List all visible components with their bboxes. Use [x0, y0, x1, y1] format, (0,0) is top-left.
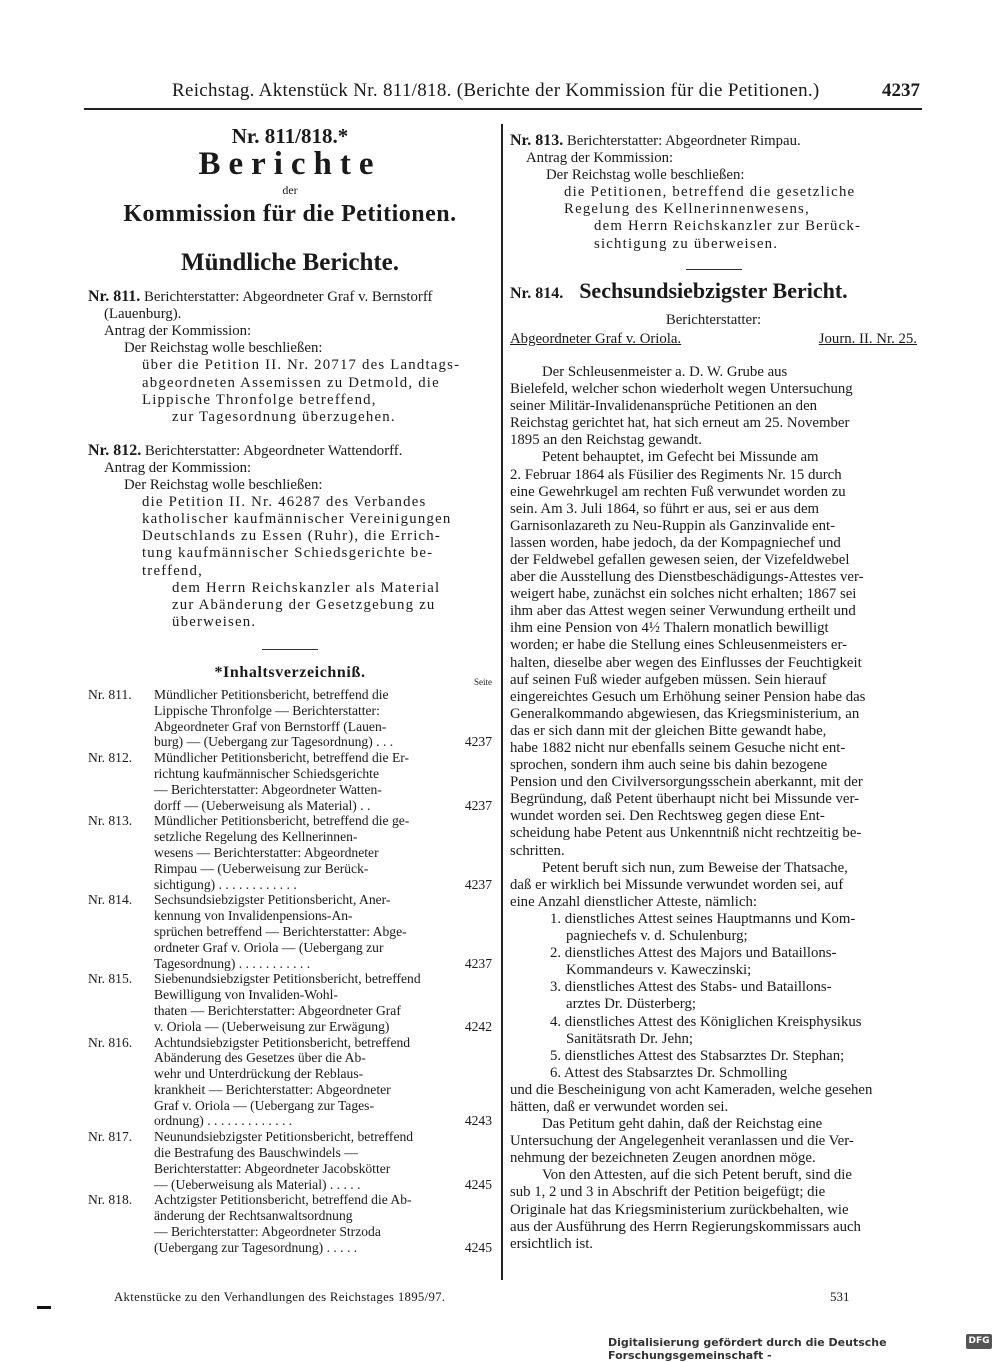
toc-entry-line: Tagesordnung) . . . . . . . . . . . — [154, 955, 311, 971]
toc-entry-text — [154, 750, 452, 813]
attest-list-item: 1. dienstliches Attest seines Hauptmanns und Kom- — [550, 910, 856, 927]
toc-entry-page: 4237 — [464, 876, 492, 892]
toc-entry-line: v. Oriola — (Ueberweisung zur Erwägung) — [154, 1018, 390, 1034]
entry-number: Nr. 813. — [510, 132, 564, 149]
body-line: Originale hat das Kriegsministerium zurückbehalten, wie — [510, 1201, 849, 1218]
entry-line: über die Petition II. Nr. 20717 des Landtags- — [142, 357, 461, 374]
attest-list-item: Kommandeurs v. Kaweczinski; — [566, 962, 752, 979]
toc-entry-text — [154, 687, 452, 750]
toc-entry-line: — Berichterstatter: Abgeordneter Strzoda — [154, 1224, 381, 1240]
toc-entry-line: wesens — Berichterstatter: Abgeordneter — [154, 844, 379, 860]
toc-entry-line: Abänderung des Gesetzes über die Ab- — [154, 1050, 366, 1066]
body-line: daß er wirklich bei Missunde verwundet worden sei, auf — [510, 876, 844, 893]
body-line: eine Gewehrkugel am rechten Fuß verwundet worden zu — [510, 483, 846, 500]
toc-entry-page: 4245 — [464, 1239, 492, 1255]
entry-line: katholischer kaufmännischer Vereinigungen — [142, 511, 452, 528]
section-divider — [686, 269, 742, 270]
toc-entry-line: die Bestrafung des Bauschwindels — — [154, 1145, 358, 1161]
toc-entry — [88, 1035, 492, 1130]
toc-entry — [88, 892, 492, 971]
reporter-label: Berichterstatter: — [665, 311, 762, 328]
toc-entry-line: Siebenundsiebzigster Petitionsbericht, betreffend — [154, 971, 421, 987]
toc-entry-line: Graf v. Oriola — (Uebergang zur Tages- — [154, 1097, 374, 1113]
toc-entry-page: 4237 — [464, 955, 492, 971]
reporter-line — [510, 331, 917, 348]
toc-entry-number: Nr. 811. — [88, 686, 132, 702]
body-line: Generalkommando abgewiesen, das Kriegsministerium, an — [510, 705, 860, 722]
body-line: wundet worden sei. Den Rechtsweg gegen diese Ent- — [510, 808, 825, 825]
body-line: Von den Attesten, auf die sich Petent beruft, sind die — [542, 1167, 852, 1184]
body-line: sprochen, sondern ihm auch seine bis dahin bezogene — [510, 757, 828, 774]
body-line: eine Anzahl dienstlicher Atteste, nämlich: — [510, 893, 757, 910]
toc-entry-number: Nr. 815. — [88, 971, 133, 987]
entry-beschluss: Der Reichstag wolle beschließen: — [546, 167, 745, 184]
section-title: Mündliche Berichte. — [180, 249, 400, 277]
body-line: der Feldwebel gefallen gewesen seien, der Vizefeldwebel — [510, 551, 850, 568]
margin-mark — [37, 1306, 51, 1309]
attest-list-item: pagniechefs v. d. Schulenburg; — [566, 928, 748, 945]
entry-antrag: Antrag der Kommission: — [104, 323, 252, 340]
toc-entry-number: Nr. 812. — [88, 750, 133, 766]
entry-line: Lippische Thronfolge betreffend, — [142, 391, 377, 408]
toc-entry-line: — (Ueberweisung als Material) . . . . . — [154, 1176, 361, 1192]
toc-entry-page: 4243 — [464, 1113, 492, 1129]
body-line: auf seinen Fuß wieder aufgeben müssen. Sein hierauf — [510, 671, 827, 688]
entry-line: abgeordneten Assemissen zu Detmold, die — [142, 374, 440, 391]
toc-entry-page: 4237 — [464, 797, 492, 813]
body-line: hätten, daß er verwundet worden sei. — [510, 1098, 729, 1115]
entry-reporter: Berichterstatter: Abgeordneter Wattendorff. — [144, 442, 403, 459]
toc-entry-text — [154, 813, 452, 892]
body-line: Pension und den Civilversorgungsschein aberkannt, mit der — [510, 774, 863, 791]
toc-entry — [88, 1129, 492, 1192]
toc-entry-line: krankheit — Berichterstatter: Abgeordneter — [154, 1081, 391, 1097]
entry-reporter: Berichterstatter: Abgeordneter Rimpau. — [566, 133, 801, 149]
toc-entry-line: setzliche Regelung des Kellnerinnen- — [154, 829, 358, 845]
entry-line: zur Abänderung der Gesetzgebung zu — [172, 596, 436, 613]
toc-entry-line: Berichterstatter: Abgeordneter Jacobskötter — [154, 1160, 391, 1176]
entry-line: zur Tagesordnung überzugehen. — [172, 408, 396, 425]
journal-number: Journ. II. Nr. 25. — [818, 330, 917, 347]
toc-entry-number: Nr. 814. — [88, 892, 133, 908]
toc-entry-page: 4237 — [464, 734, 492, 750]
reporter-name: Abgeordneter Graf v. Oriola. — [510, 330, 682, 347]
body-line: ihm eine Pension von 4½ Thalern monatlich bewilligt — [510, 620, 829, 637]
document-number: Nr. 811/818.* — [231, 124, 349, 148]
dfg-logo: DFG — [966, 1334, 992, 1349]
entry-line: die Petition II. Nr. 46287 des Verbandes — [142, 494, 427, 511]
toc-entry-line: Sechsundsiebzigster Petitionsbericht, Aner- — [154, 892, 391, 908]
attest-list-item: 5. dienstliches Attest des Stabsarztes Dr. Stephan; — [550, 1047, 845, 1064]
body-line: eingereichtes Gesuch um Erhöhung seiner Pension habe das — [510, 688, 866, 705]
toc-entry-text — [154, 971, 452, 1034]
attest-list-item: arztes Dr. Düsterberg; — [566, 996, 696, 1013]
body-line: 1895 an den Reichstag gewandt. — [510, 432, 702, 449]
toc-entry-text — [154, 892, 452, 971]
toc-entry-line: sprüchen betreffend — Berichterstatter: Abge- — [154, 923, 407, 939]
toc-entry-line: thaten — Berichterstatter: Abgeordneter Graf — [154, 1002, 401, 1018]
body-line: lassen worden, habe jedoch, da der Kompagniechef und — [510, 534, 841, 551]
entry-line: dem Herrn Reichskanzler zur Berück- — [594, 218, 862, 235]
entry-line: Regelung des Kellnerinnenwesens, — [564, 201, 810, 218]
toc-entry-line: Rimpau — (Ueberweisung zur Berück- — [154, 860, 369, 876]
left-column — [88, 122, 492, 1256]
body-line: halten, dieselbe aber wegen des Einflusses der Feuchtigkeit — [510, 654, 862, 671]
entry-line: Deutschlands zu Essen (Ruhr), die Errich- — [142, 528, 442, 545]
body-line: Petent behauptet, im Gefecht bei Missunde am — [542, 449, 819, 466]
entry-line: überweisen. — [172, 613, 257, 630]
body-line: ersichtlich ist. — [510, 1235, 594, 1252]
toc-entry-line: änderung der Rechtsanwaltsordnung — [154, 1208, 353, 1224]
entry-line: tung kaufmännischer Schiedsgerichte be- — [142, 545, 434, 562]
body-line: Begründung, daß Petent überhaupt nicht bei Missunde ver- — [510, 791, 859, 808]
toc-entry-number: Nr. 816. — [88, 1034, 133, 1050]
attest-list-item: 6. Attest des Stabsarztes Dr. Schmolling — [550, 1064, 788, 1081]
entry-number: Nr. 812. — [88, 441, 142, 459]
header-rule — [84, 108, 922, 110]
running-header — [160, 80, 920, 106]
attest-list-item: 3. dienstliches Attest des Stabs- und Bataillons- — [550, 979, 832, 996]
toc-entry — [88, 813, 492, 892]
body-line: Reichstag gerichtet hat, hat sich erneut am 25. November — [510, 415, 850, 432]
body-line: sub 1, 2 und 3 in Abschrift der Petition beigefügt; die — [510, 1184, 826, 1201]
section-divider — [262, 649, 318, 650]
toc-entry-line: richtung kaufmännischer Schiedsgerichte — [154, 765, 379, 781]
toc-entry-line: sichtigung) . . . . . . . . . . . . — [154, 876, 297, 892]
entry-line: sichtigung zu überweisen. — [594, 235, 779, 252]
toc-entry-page: 4242 — [464, 1018, 492, 1034]
body-line: Der Schleusenmeister a. D. W. Grube aus — [542, 363, 788, 380]
toc-entry-text — [154, 1129, 452, 1192]
entry-antrag: Antrag der Kommission: — [104, 459, 252, 476]
right-column — [510, 122, 917, 1253]
attest-list-item: Sanitätsrath Dr. Jehn; — [566, 1030, 693, 1047]
toc-entry-line: Mündlicher Petitionsbericht, betreffend die ge- — [154, 813, 410, 829]
body-line: aber die Ausstellung des Dienstbeschädigungs-Attestes ver- — [510, 569, 864, 586]
entry-line: (Lauenburg). — [104, 306, 182, 323]
body-line: seiner Militär-Invalidenansprüche Petitionen an den — [510, 398, 818, 415]
footer-source: Aktenstücke zu den Verhandlungen des Reichstages 1895/97. — [114, 1290, 446, 1304]
toc-entry-line: wehr und Unterdrückung der Reblaus- — [154, 1066, 364, 1082]
table-of-contents — [88, 687, 492, 1256]
toc-entry-page: 4245 — [464, 1176, 492, 1192]
toc-entry-line: Abgeordneter Graf von Bernstorff (Lauen- — [154, 718, 387, 734]
body-line: habe 1882 nicht nur ebenfalls seinem Gesuche nicht ent- — [510, 740, 846, 756]
entry-line: dem Herrn Reichskanzler als Material — [172, 579, 441, 596]
entry-reporter: Berichterstatter: Abgeordneter Graf v. Bernstorff — [144, 289, 433, 306]
toc-entry-line: kennung von Invalidenpensions-An- — [154, 908, 353, 924]
body-line: 2. Februar 1864 als Füsilier des Regiments Nr. 15 durch — [510, 466, 842, 483]
body-line: scheidung habe Petent aus Unkenntniß nicht rechtzeitig be- — [510, 825, 862, 842]
body-line: sein. Am 3. Juli 1864, so führt er aus, sei er aus dem — [510, 500, 820, 517]
attest-list-item: 4. dienstliches Attest des Königlichen Kreisphysikus — [550, 1013, 862, 1030]
report-body — [510, 364, 917, 1253]
toc-entry — [88, 1192, 492, 1255]
toc-entry-number: Nr. 813. — [88, 813, 133, 829]
toc-entry — [88, 687, 492, 750]
entry-812 — [88, 442, 492, 631]
toc-entry-line: burg) — (Uebergang zur Tagesordnung) . . . — [154, 734, 394, 750]
attest-list-item: 2. dienstliches Attest des Majors und Bataillons- — [550, 945, 837, 962]
document-subtitle: Kommission für die Petitionen. — [123, 201, 457, 228]
body-line: Das Petitum geht dahin, daß der Reichstag eine — [542, 1116, 823, 1133]
toc-entry — [88, 750, 492, 813]
report-title: Sechsundsiebzigster Bericht. — [579, 277, 848, 303]
toc-entry-line: dorff — (Ueberweisung als Material) . . — [154, 797, 371, 813]
toc-entry-line: Achtundsiebzigster Petitionsbericht, betreffend — [154, 1034, 411, 1050]
entry-beschluss: Der Reichstag wolle beschließen: — [124, 340, 323, 357]
body-line: Petent beruft sich nun, zum Beweise der Thatsache, — [542, 859, 848, 876]
body-line: das er sich dann mit der gleichen Bitte gewandt habe, — [510, 722, 827, 739]
entry-813 — [510, 132, 917, 253]
body-line: schritten. — [510, 842, 565, 859]
entry-814-heading — [510, 277, 917, 303]
body-line: weigert habe, zunächst ein solches nicht erhalten; 1867 sei — [510, 586, 857, 603]
document-title: Berichte — [198, 146, 382, 183]
body-line: Bielefeld, welcher schon wiederholt wegen Untersuchung — [510, 381, 853, 398]
toc-entry-line: ordnung) . . . . . . . . . . . . . — [154, 1113, 293, 1129]
toc-entry — [88, 971, 492, 1034]
digitization-credit: Digitalisierung gefördert durch die Deutsche Forschungsgemeinschaft - — [608, 1336, 887, 1362]
entry-line: treffend, — [142, 562, 204, 579]
toc-entry-number: Nr. 817. — [88, 1129, 133, 1145]
toc-entry-number: Nr. 818. — [88, 1192, 133, 1208]
body-line: Garnisonlazareth zu Neu-Ruppin als Ganzinvalide ent- — [510, 517, 836, 534]
body-line: Untersuchung der Angelegenheit veranlassen und die Ver- — [510, 1133, 854, 1150]
title-connector: der — [282, 183, 298, 198]
toc-entry-line: — Berichterstatter: Abgeordneter Watten- — [154, 781, 382, 797]
footer-number: 531 — [830, 1289, 850, 1304]
body-line: und die Bescheinigung von acht Kameraden, welche gesehen — [510, 1081, 873, 1098]
toc-page-header: Seite — [474, 676, 492, 687]
body-line: ihm aber das Attest wegen seiner Verwundung ertheilt und — [510, 603, 856, 620]
running-title: Reichstag. Aktenstück Nr. 811/818. (Berichte der Kommission für die Petitionen.) — [172, 80, 820, 101]
entry-beschluss: Der Reichstag wolle beschließen: — [124, 477, 323, 494]
entry-number: Nr. 811. — [88, 288, 141, 306]
toc-entry-text — [154, 1035, 452, 1130]
entry-number: Nr. 814. — [510, 284, 564, 302]
body-line: worden; er habe die Stellung eines Schleusenmeisters er- — [510, 637, 848, 654]
entry-811 — [88, 288, 492, 426]
toc-entry-line: (Uebergang zur Tagesordnung) . . . . . — [154, 1239, 358, 1255]
toc-entry-line: Neunundsiebzigster Petitionsbericht, betreffend — [154, 1129, 414, 1145]
toc-entry-line: Achtzigster Petitionsbericht, betreffend die Ab- — [154, 1192, 412, 1208]
entry-antrag: Antrag der Kommission: — [526, 150, 674, 167]
body-line: aus der Ausführung des Herrn Regierungskommissars auch — [510, 1218, 861, 1235]
toc-entry-line: Lippische Thronfolge — Berichterstatter: — [154, 702, 380, 718]
page-number: 4237 — [882, 80, 920, 101]
toc-entry-line: Mündlicher Petitionsbericht, betreffend die — [154, 686, 389, 702]
column-divider — [501, 124, 503, 1280]
toc-entry-line: Mündlicher Petitionsbericht, betreffend die Er- — [154, 750, 410, 766]
entry-line: die Petitionen, betreffend die gesetzliche — [564, 184, 856, 201]
toc-title: *Inhaltsverzeichniß. — [214, 663, 366, 681]
body-line: nehmung der bezeichneten Zeugen anordnen möge. — [510, 1150, 816, 1167]
toc-entry-line: ordneter Graf v. Oriola — (Uebergang zur — [154, 939, 384, 955]
toc-entry-text — [154, 1192, 452, 1255]
toc-entry-line: Bewilligung von Invaliden-Wohl- — [154, 987, 338, 1003]
